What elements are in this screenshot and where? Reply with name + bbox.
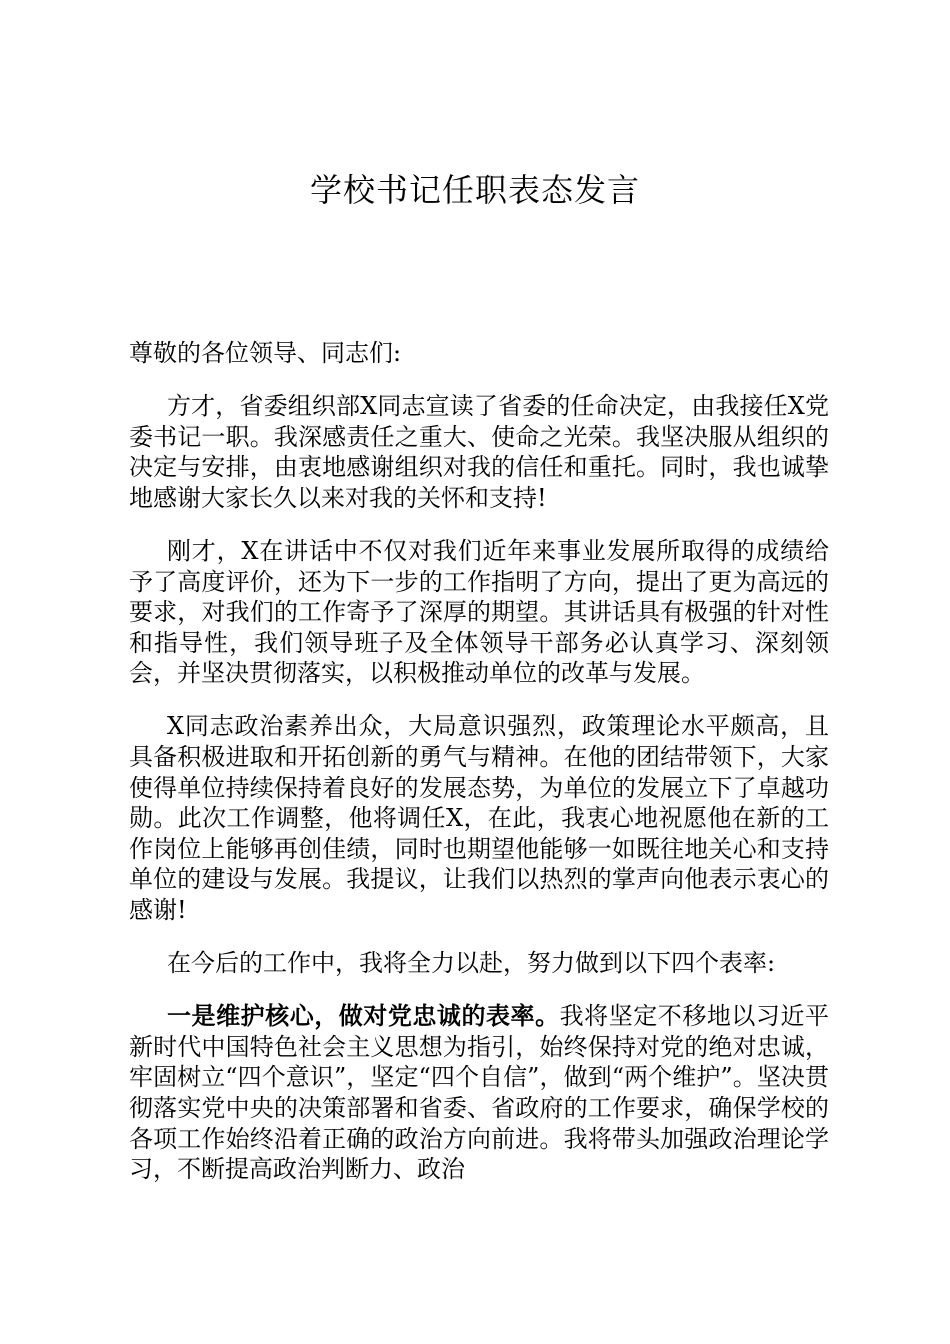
document-body xyxy=(129,338,829,1207)
paragraph-appointment: 方才，省委组织部X同志宣读了省委的任命决定，由我接任X党委书记一职。我深感责任之重大、使命之光荣。我坚决服从组织的决定与安排，由衷地感谢组织对我的信任和重托。同时，我也诚挚地感谢大家长久以来对我的关怀和支持! xyxy=(129,392,829,512)
point-one-text: 我将坚定不移地以习近平新时代中国特色社会主义思想为指引，始终保持对党的绝对忠诚，牢固树立“四个意识”，坚定“四个自信”，做到“两个维护”。坚决贯彻落实党中央的决策部署和省委、省政府的工作要求，确保学校的各项工作始终沿着正确的政治方向前进。我将带头加强政治理论学习，不断提高政治判断力、政治 xyxy=(129,1002,830,1184)
salutation: 尊敬的各位领导、同志们: xyxy=(129,339,402,367)
point-one-lead: 一是维护核心，做对党忠诚的表率。 xyxy=(167,1002,560,1031)
paragraph-point-one xyxy=(129,1001,829,1185)
paragraph-speech-response: 刚才，X在讲话中不仅对我们近年来事业发展所取得的成绩给予了高度评价，还为下一步的工作指明了方向，提出了更为高远的要求，对我们的工作寄予了深厚的期望。其讲话具有极强的针对性和指导性，我们领导班子及全体领导干部务必认真学习、深刻领会，并坚决贯彻落实，以积极推动单位的改革与发展。 xyxy=(129,536,829,688)
paragraph-predecessor-thanks: X同志政治素养出众，大局意识强烈，政策理论水平颇高，且具备积极进取和开拓创新的勇气与精神。在他的团结带领下，大家使得单位持续保持着良好的发展态势，为单位的发展立下了卓越功勋。此次工作调整，他将调任X，在此，我衷心地祝愿他在新的工作岗位上能够再创佳绩，同时也期望他能够一如既往地关心和支持单位的建设与发展。我提议，让我们以热烈的掌声向他表示衷心的感谢! xyxy=(129,712,829,924)
document-title: 学校书记任职表态发言 xyxy=(309,171,640,209)
paragraph-four-examples-intro: 在今后的工作中，我将全力以赴，努力做到以下四个表率: xyxy=(167,949,776,978)
